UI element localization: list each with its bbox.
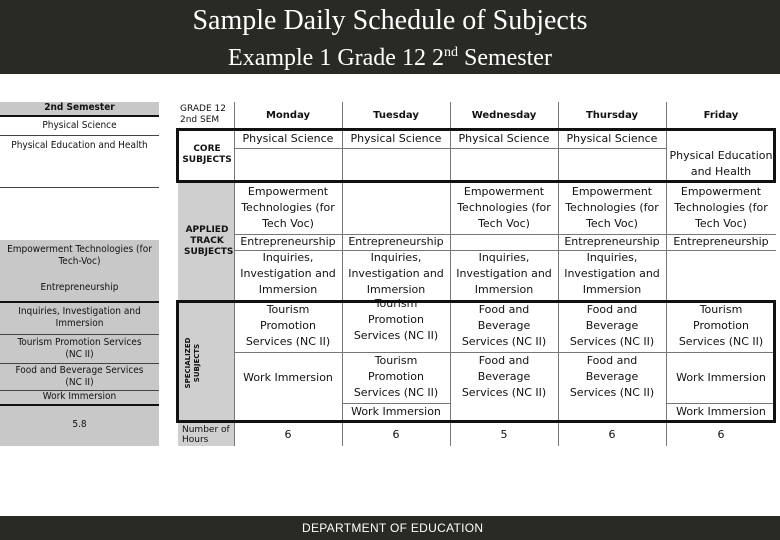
column-header-monday: Monday <box>265 110 311 121</box>
list-item: Work Immersion <box>42 391 117 402</box>
table-cell: Physical Science <box>566 132 658 145</box>
table-cell: Empowerment Technologies (for Tech Voc) <box>565 185 659 230</box>
hours-value: 6 <box>717 428 725 441</box>
table-cell: Tourism Promotion Services (NC II) <box>353 354 439 399</box>
table-cell: Empowerment Technologies (for Tech Voc) <box>241 185 335 230</box>
table-cell: Entrepreneurship <box>240 235 336 248</box>
core-highlight-box <box>176 128 776 183</box>
list-item: Tourism Promotion Services (NC II) <box>17 337 142 360</box>
table-cell: Food and Beverage Services (NC II) <box>569 354 655 399</box>
slide-subtitle <box>0 38 780 73</box>
slide-title: Sample Daily Schedule of Subjects <box>192 5 588 36</box>
slide-header <box>0 0 780 74</box>
table-cell: Work Immersion <box>676 405 766 418</box>
table-cell: Physical Science <box>458 132 550 145</box>
hours-label: Number of Hours <box>182 424 230 445</box>
group-label-core: CORE SUBJECTS <box>182 144 232 165</box>
table-cell: Tourism Promotion Services (NC II) <box>353 297 439 342</box>
divider <box>0 135 159 136</box>
table-cell: Work Immersion <box>351 405 441 418</box>
semester-subject-list <box>0 102 159 446</box>
table-cell: Inquiries, Investigation and Immersion <box>348 251 444 296</box>
column-header-tuesday: Tuesday <box>373 110 419 121</box>
hours-value: 6 <box>284 428 292 441</box>
table-cell: Work Immersion <box>243 371 333 384</box>
total-units: 5.8 <box>72 419 87 430</box>
table-cell: Physical Science <box>350 132 442 145</box>
list-item: Physical Education and Health <box>11 140 148 151</box>
table-cell: Work Immersion <box>676 371 766 384</box>
specialized-highlight-box <box>176 297 776 423</box>
table-cell: Empowerment Technologies (for Tech Voc) <box>457 185 551 230</box>
subtitle-main: Example 1 Grade 12 2 <box>228 45 444 71</box>
slide-footer <box>0 516 780 540</box>
schedule-table <box>178 102 776 446</box>
list-item: Entrepreneurship <box>40 282 119 293</box>
table-cell: Food and Beverage Services (NC II) <box>461 354 547 399</box>
list-item: Inquiries, Investigation and Immersion <box>18 306 141 329</box>
column-header-friday: Friday <box>703 110 739 121</box>
table-cell: Physical Education and Health <box>669 149 773 178</box>
table-cell: Food and Beverage Services (NC II) <box>569 303 655 348</box>
subtitle-end: Semester <box>457 45 552 71</box>
table-cell: Food and Beverage Services (NC II) <box>461 303 547 348</box>
list-item: Food and Beverage Services (NC II) <box>15 365 144 388</box>
table-cell: Entrepreneurship <box>348 235 444 248</box>
table-cell: Inquiries, Investigation and Immersion <box>240 251 336 296</box>
table-corner-label: GRADE 12 2nd SEM <box>180 104 226 125</box>
table-cell: Inquiries, Investigation and Immersion <box>564 251 660 296</box>
column-header-wednesday: Wednesday <box>471 110 537 121</box>
divider <box>0 301 159 303</box>
hours-value: 6 <box>608 428 616 441</box>
divider <box>0 187 159 188</box>
footer-label: DEPARTMENT OF EDUCATION <box>302 521 484 535</box>
table-cell: Empowerment Technologies (for Tech Voc) <box>674 185 768 230</box>
divider <box>0 334 159 335</box>
group-label-specialized: SPECIALIZED SUBJECTS <box>184 337 201 389</box>
table-cell: Entrepreneurship <box>564 235 660 248</box>
column-header-thursday: Thursday <box>585 110 639 121</box>
table-cell: Physical Science <box>242 132 334 145</box>
divider <box>0 115 159 117</box>
hours-value: 5 <box>500 428 508 441</box>
group-label-applied: APPLIED TRACK SUBJECTS <box>184 225 234 257</box>
hours-value: 6 <box>392 428 400 441</box>
subtitle-superscript: nd <box>443 45 458 60</box>
divider <box>0 404 159 406</box>
semester-heading: 2nd Semester <box>44 102 115 113</box>
list-item: Empowerment Technologies (for Tech-Voc) <box>7 244 152 267</box>
table-cell: Inquiries, Investigation and Immersion <box>456 251 552 296</box>
table-cell: Tourism Promotion Services (NC II) <box>678 303 764 348</box>
table-cell: Entrepreneurship <box>673 235 769 248</box>
table-cell: Tourism Promotion Services (NC II) <box>245 303 331 348</box>
list-item: Physical Science <box>42 120 117 131</box>
